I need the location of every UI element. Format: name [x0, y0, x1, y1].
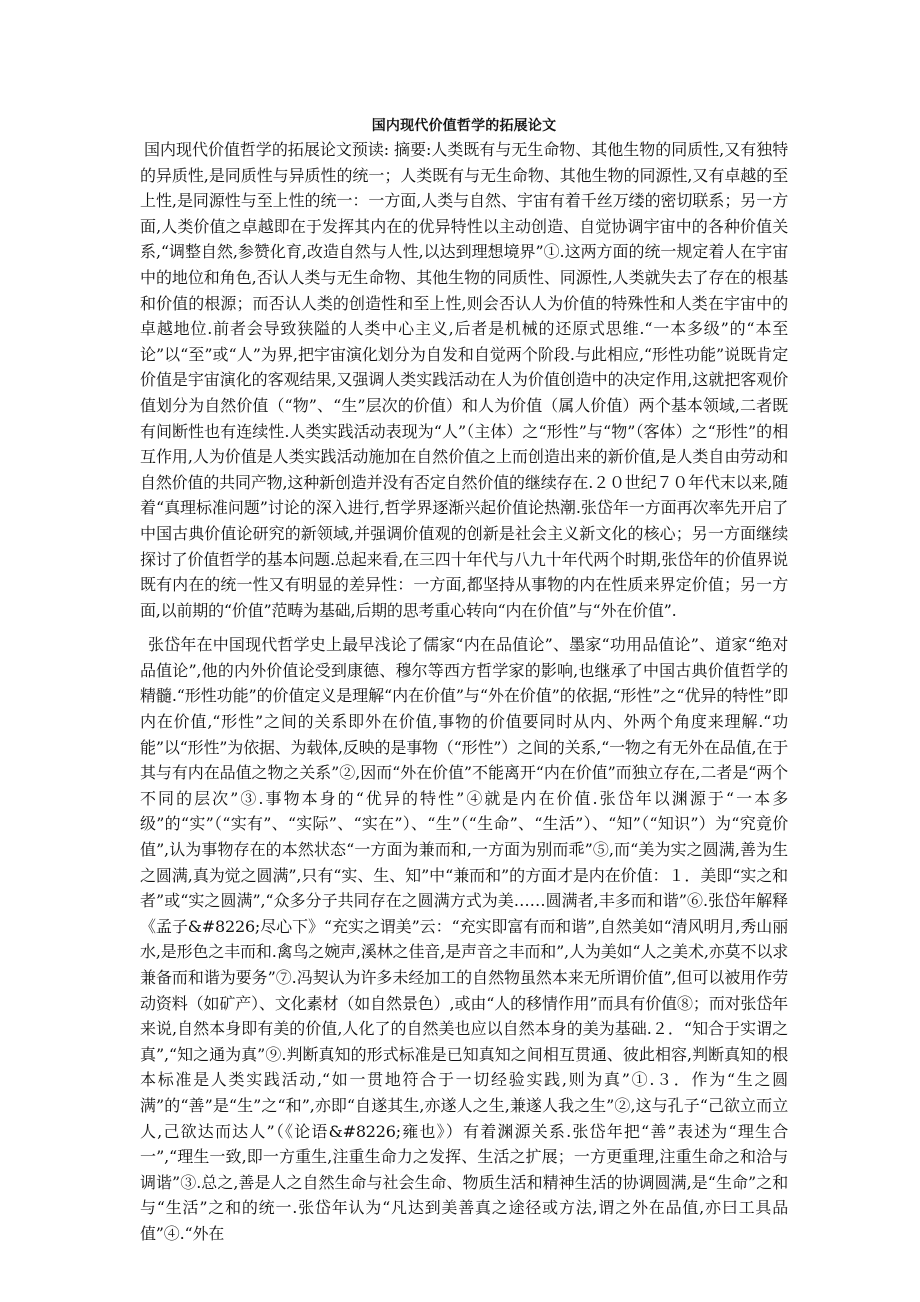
document-page	[140, 116, 788, 1247]
document-title: 国内现代价值哲学的拓展论文	[371, 118, 557, 134]
paragraph-1: 国内现代价值哲学的拓展论文预读: 摘要:人类既有与无生命物、其他生物的同质性,又有独特的异质性,是同质性与异质性的统一；人类既有与无生命物、其他生物的同源性,又有卓越的至上性,是同源性与至上性的统一：一方面,人类与自然、宇宙有着千丝万缕的密切联系；另一方面,人类价值之卓越即在于发挥其内在的优异特性以主动创造、自觉协调宇宙中的各种价值关系,“调整自然,参赞化育,改造自然与人性,以达到理想境界”①.这两方面的统一规定着人在宇宙中的地位和角色,否认人类与无生命物、其他生物的同质性、同源性,人类就失去了存在的根基和价值的根源；而否认人类的创造性和至上性,则会否认人为价值的特殊性和人类在宇宙中的卓越地位.前者会导致狭隘的人类中心主义,后者是机械的还原式思维.“一本多级”的“本至论”以“至”或“人”为界,把宇宙演化划分为自发和自觉两个阶段.与此相应,“形性功能”说既肯定价值是宇宙演化的客观结果,又强调人类实践活动在人为价值创造中的决定作用,这就把客观价值划分为自然价值（“物”、“生”层次的价值）和人为价值（属人价值）两个基本领域,二者既有间断性也有连续性.人类实践活动表现为“人”（主体）之“形性”与“物”（客体）之“形性”的相互作用,人为价值是人类实践活动施加在自然价值之上而创造出来的新价值,是人类自由劳动和自然价值的共同产物,这种新创造并没有否定自然价值的继续存在.２０世纪７０年代末以来,随着“真理标准问题”讨论的深入进行,哲学界逐渐兴起价值论热潮.张岱年一方面再次率先开启了中国古典价值论研究的新领域,并强调价值观的创新是社会主义新文化的核心；另一方面继续探讨了价值哲学的基本问题.总起来看,在三四十年代与八九十年代两个时期,张岱年的价值界说既有内在的统一性又有明显的差异性：一方面,都坚持从事物的内在性质来界定价值；另一方面,以前期的“价值”范畴为基础,后期的思考重心转向“内在价值”与“外在价值”.	[140, 140, 788, 620]
paragraph-2: 张岱年在中国现代哲学史上最早浅论了儒家“内在品值论”、墨家“功用品值论”、道家“绝对品值论”,他的内外价值论受到康德、穆尔等西方哲学家的影响,也继承了中国古典价值哲学的精髓.“形性功能”的价值定义是理解“内在价值”与“外在价值”的依据,“形性”之“优异的特性”即内在价值,“形性”之间的关系即外在价值,事物的价值要同时从内、外两个角度来理解.“功能”以“形性”为依据、为载体,反映的是事物（“形性”）之间的关系,“一物之有无外在品值,在于其与有内在品值之物之关系”②,因而“外在价值”不能离开“内在价值”而独立存在,二者是“两个不同的层次”③.事物本身的“优异的特性”④就是内在价值.张岱年以渊源于“一本多级”的“实”（“实有”、“实际”、“实在”）、“生”（“生命”、“生活”）、“知”（“知识”）为“究竟价值”,认为事物存在的本然状态“一方面为兼而和,一方面为别而乖”⑤,而“美为实之圆满,善为生之圆满,真为觉之圆满”,只有“实、生、知”中“兼而和”的方面才是内在价值：１．美即“实之和者”或“实之圆满”,“众多分子共同存在之圆满方式为美……圆满者,丰多而和谐”⑥.张岱年解释《孟子&#8226;尽心下》“充实之谓美”云：“充实即富有而和谐”,自然美如“清风明月,秀山丽水,是形色之丰而和.禽鸟之婉声,溪林之佳音,是声音之丰而和”,人为美如“人之美术,亦莫不以求兼备而和谐为要务”⑦.冯契认为许多未经加工的自然物虽然本来无所谓价值”,但可以被用作劳动资料（如矿产）、文化素材（如自然景色）,或由“人的移情作用”而具有价值⑧；而对张岱年来说,自然本身即有美的价值,人化了的自然美也应以自然本身的美为基础.２．“知合于实谓之真”,“知之通为真”⑨.判断真知的形式标准是已知真知之间相互贯通、彼此相容,判断真知的根本标准是人类实践活动,“如一贯地符合于一切经验实践,则为真”①.３．作为“生之圆满”的“善”是“生”之“和”,亦即“自遂其生,亦遂人之生,兼遂人我之生”②,这与孔子“己欲立而立人,己欲达而达人”（《论语&#8226;雍也》）有着渊源关系.张岱年把“善”表述为“理生合一”,“理生一致,即一方重生,注重生命力之发挥、生活之扩展；一方更重理,注重生命之和洽与调谐”③.总之,善是人之自然生命与社会生命、物质生活和精神生活的协调圆满,是“生命”之和与“生活”之和的统一.张岱年认为“凡达到美善真之途径或方法,谓之外在品值,亦曰工具品值”④.“外在	[140, 635, 788, 1243]
